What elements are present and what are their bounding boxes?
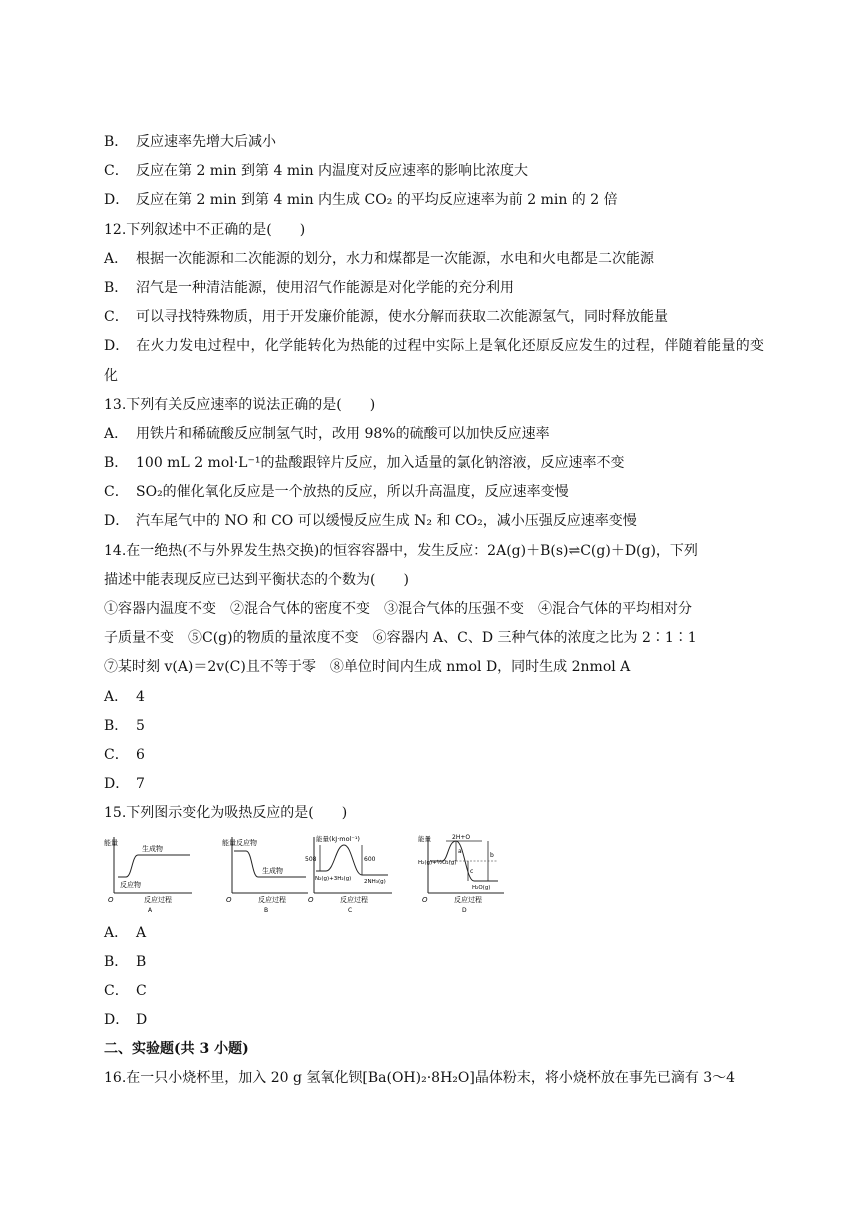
origin-label: O [422,895,428,904]
x-axis-label: 反应过程 [454,895,482,904]
energy-diagram-d [418,831,510,915]
product-label: H₂O(g) [472,884,491,891]
q13-option-b: B． 100 mL 2 mol·L⁻¹的盐酸跟锌片反应，加入适量的氯化钠溶液，反应速率不变 [104,455,625,472]
q14-conditions-line3: ⑦某时刻 v(A)＝2v(C)且不等于零 ⑧单位时间内生成 nmol D，同时生成 2nmol A [104,659,631,676]
value-600: 600 [364,855,376,863]
figure-caption: B [264,906,269,914]
energy-diagram-a [104,831,196,915]
label-b: b [490,851,494,859]
origin-label: O [308,895,314,904]
q14-option-d: D． 7 [104,776,145,793]
q11-option-c: C． 反应在第 2 min 到第 4 min 内温度对反应速率的影响比浓度大 [104,163,529,180]
y-axis-label: 能量 [222,838,236,847]
section-heading-experiments: 二、实验题(共 3 小题) [104,1041,249,1058]
figure-caption: C [348,906,353,914]
origin-label: O [108,895,114,904]
reactant-label: H₂(g)+½O₂(g) [418,859,457,866]
q15-figures [104,831,764,915]
product-label: 2NH₃(g) [364,878,386,885]
x-axis-label: 反应过程 [144,895,172,904]
energy-curve [316,845,388,875]
q14-stem-line2: 描述中能表现反应已达到平衡状态的个数为( ) [104,571,409,588]
q12-option-a: A． 根据一次能源和二次能源的划分，水力和煤都是一次能源，水电和火电都是二次能源 [104,250,654,267]
q15-option-c: C． C [104,982,147,999]
q13-option-c: C． SO₂的催化氧化反应是一个放热的反应，所以升高温度，反应速率变慢 [104,484,569,501]
product-label: 生成物 [262,866,283,875]
q12-option-d: D． 在火力发电过程中，化学能转化为热能的过程中实际上是氧化还原反应发生的过程，伴随着能量的变化 [104,338,764,384]
y-axis-label: 能量(kJ·mol⁻¹) [316,834,360,843]
figure-caption: D [462,906,467,914]
q16-stem-line1: 16.在一只小烧杯里，加入 20 g 氢氧化钡[Ba(OH)₂·8H₂O]晶体粉末，将小烧杯放在事先已滴有 3～4 [104,1070,736,1087]
q15-option-b: B． B [104,953,147,970]
energy-curve [118,855,190,877]
q11-option-d: D． 反应在第 2 min 到第 4 min 内生成 CO₂ 的平均反应速率为前 2 min 的 2 倍 [104,192,618,209]
q14-conditions-line1: ①容器内温度不变 ②混合气体的密度不变 ③混合气体的压强不变 ④混合气体的平均相对分 [104,601,692,618]
q11-option-b: B． 反应速率先增大后减小 [104,134,276,150]
y-axis-label: 能量 [104,838,118,847]
q14-conditions-line2: 子质量不变 ⑤C(g)的物质的量浓度不变 ⑥容器内 A、C、D 三种气体的浓度之比为 2∶1∶1 [104,630,697,647]
label-c: c [470,867,474,875]
x-axis-label: 反应过程 [258,895,286,904]
energy-diagram-b [222,831,312,915]
q13-option-d: D． 汽车尾气中的 NO 和 CO 可以缓慢反应生成 N₂ 和 CO₂，减小压强反应速率变慢 [104,513,637,530]
reactant-label: 反应物 [120,880,141,889]
q13-option-a: A． 用铁片和稀硫酸反应制氢气时，改用 98%的硫酸可以加快反应速率 [104,425,550,442]
q12-option-b: B． 沼气是一种清洁能源，使用沼气作能源是对化学能的充分利用 [104,279,514,296]
label-a: a [458,847,462,855]
reactant-label: N₂(g)+3H₂(g) [315,875,352,882]
q14-stem-line1: 14.在一绝热(不与外界发生热交换)的恒容容器中，发生反应：2A(g)＋B(s)⇌C(g)＋D(g)，下列 [104,542,698,559]
q14-option-b: B． 5 [104,717,145,734]
figure-caption: A [148,906,153,914]
energy-diagram-c [304,831,400,915]
y-axis-label: 能量 [418,834,431,843]
reactant-label: 反应物 [236,838,257,847]
q14-option-a: A． 4 [104,688,145,705]
x-axis-label: 反应过程 [340,895,368,904]
document-page [104,128,764,1094]
q12-stem: 12.下列叙述中不正确的是( ) [104,221,306,238]
q14-option-c: C． 6 [104,746,145,763]
origin-label: O [226,895,232,904]
q15-option-a: A． A [104,924,147,941]
q15-option-d: D． D [104,1012,148,1029]
q12-option-c: C． 可以寻找特殊物质，用于开发廉价能源，使水分解而获取二次能源氢气，同时释放能量 [104,309,668,326]
q13-stem: 13.下列有关反应速率的说法正确的是( ) [104,396,376,413]
value-508: 508 [305,855,317,863]
top-label: 2H+O [452,833,471,841]
q15-stem: 15.下列图示变化为吸热反应的是( ) [104,805,348,822]
product-label: 生成物 [142,844,163,853]
